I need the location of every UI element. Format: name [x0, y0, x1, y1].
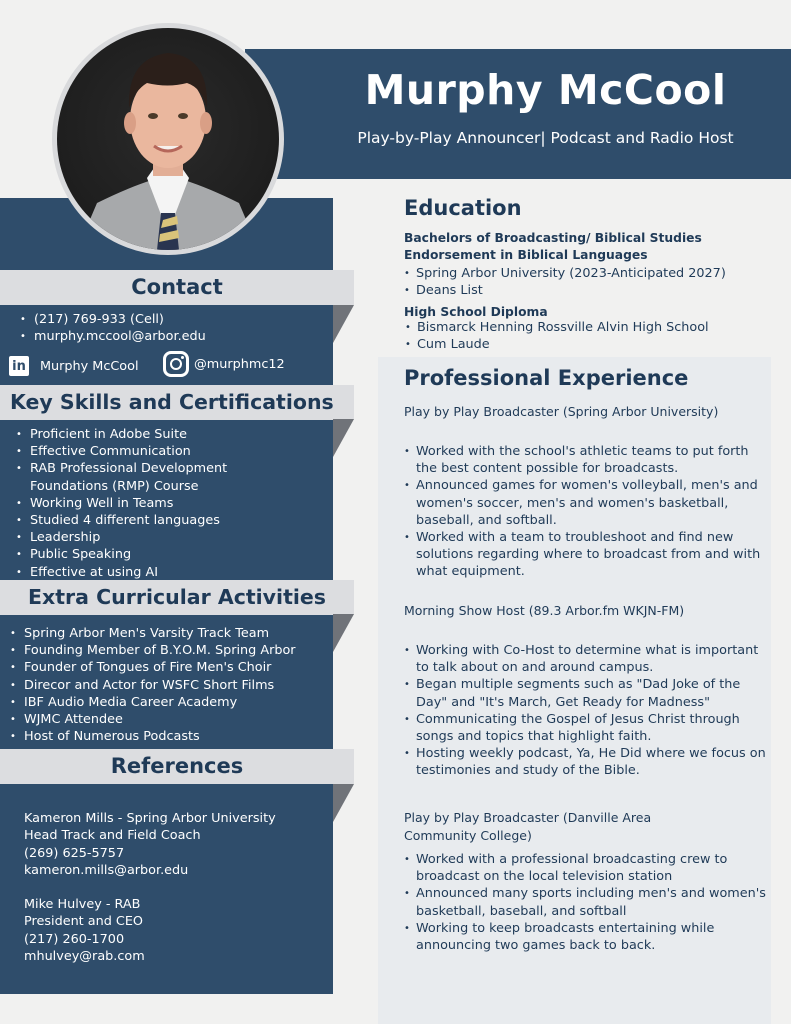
job-bullet: • Working to keep broadcasts entertaining while announcing two games back to back.: [404, 920, 766, 954]
contact-list: [18, 311, 206, 345]
ribbon-fold: [333, 784, 354, 822]
job-bullet: • Worked with the school's athletic teams to put forth the best content possible for broadcasts.: [404, 443, 764, 477]
job-bullets: [404, 642, 766, 780]
contact-heading: Contact: [0, 270, 354, 305]
job-title: Play by Play Broadcaster (Danville Area Community College): [404, 810, 652, 843]
hs-item: • Bismarck Henning Rossville Alvin High School: [405, 319, 709, 336]
ribbon-fold: [333, 305, 354, 343]
linkedin-label: Murphy McCool: [40, 358, 139, 374]
reference-1: [24, 810, 276, 879]
job-bullet: • Hosting weekly podcast, Ya, He Did where we focus on testimonies and study of the Bible.: [404, 745, 766, 779]
reference-title: Head Track and Field Coach: [24, 828, 201, 844]
job-bullet: • Communicating the Gospel of Jesus Christ through songs and topics that highlight faith.: [404, 711, 766, 745]
reference-email[interactable]: kameron.mills@arbor.edu: [24, 862, 189, 878]
linkedin-link[interactable]: [9, 355, 139, 377]
instagram-link[interactable]: [163, 353, 285, 375]
degree-item: • Spring Arbor University (2023-Anticipated 2027): [404, 265, 726, 282]
reference-phone: (217) 260-1700: [24, 931, 125, 947]
headshot-photo: [57, 28, 279, 250]
instagram-label: @murphmc12: [194, 356, 285, 372]
activity-item: • WJMC Attendee: [8, 711, 338, 728]
activities-heading: Extra Curricular Activities: [0, 580, 354, 615]
skill-item: • Leadership: [14, 529, 334, 546]
degree-title: [404, 230, 702, 264]
contact-email[interactable]: • murphy.mccool@arbor.edu: [18, 328, 206, 345]
activity-item: • Founder of Tongues of Fire Men's Choir: [8, 659, 338, 676]
activities-list: [8, 625, 338, 745]
activity-item: • IBF Audio Media Career Academy: [8, 694, 338, 711]
references-heading: References: [0, 749, 354, 784]
activity-item: • Spring Arbor Men's Varsity Track Team: [8, 625, 338, 642]
degree-item: • Deans List: [404, 282, 726, 299]
instagram-icon: [163, 351, 189, 377]
hs-item: • Cum Laude: [405, 336, 709, 353]
job-bullet: • Began multiple segments such as "Dad Joke of the Day" and "It's March, Get Ready for Madness": [404, 676, 766, 710]
hs-title: High School Diploma: [404, 305, 548, 319]
linkedin-icon: in: [9, 356, 29, 376]
person-silhouette-icon: [57, 28, 279, 250]
reference-phone: (269) 625-5757: [24, 845, 125, 861]
skill-item: • RAB Professional Development Foundations (RMP) Course: [14, 460, 259, 494]
job-bullets: [404, 443, 764, 581]
skill-item: • Effective at using AI: [14, 564, 334, 581]
skills-heading: Key Skills and Certifications: [0, 385, 354, 420]
skill-item: • Public Speaking: [14, 546, 334, 563]
job-title: Play by Play Broadcaster (Spring Arbor University): [404, 404, 719, 419]
activity-item: • Direcor and Actor for WSFC Short Films: [8, 677, 338, 694]
degree-line-2: Endorsement in Biblical Languages: [404, 248, 648, 262]
job-bullet: • Announced many sports including men's and women's basketball, baseball, and softball: [404, 885, 766, 919]
reference-name: Mike Hulvey - RAB: [24, 897, 141, 912]
job-bullet: • Announced games for women's volleyball, men's and women's soccer, men's and women's basketball, baseball, and softball.: [404, 477, 764, 529]
skill-item: • Proficient in Adobe Suite: [14, 426, 334, 443]
education-heading: Education: [404, 196, 522, 220]
activity-item: • Founding Member of B.Y.O.M. Spring Arbor: [8, 642, 338, 659]
contact-phone: • (217) 769-933 (Cell): [18, 311, 206, 328]
activity-item: • Host of Numerous Podcasts: [8, 728, 338, 745]
candidate-name: Murphy McCool: [364, 66, 727, 114]
experience-heading: Professional Experience: [404, 366, 689, 390]
skill-item: • Studied 4 different languages: [14, 512, 334, 529]
reference-title: President and CEO: [24, 914, 143, 930]
job-bullet: • Working with Co-Host to determine what is important to talk about on and around campus.: [404, 642, 766, 676]
candidate-tagline: Play-by-Play Announcer| Podcast and Radio Host: [357, 129, 734, 147]
job-title: Morning Show Host (89.3 Arbor.fm WKJN-FM): [404, 603, 685, 618]
skill-item: • Effective Communication: [14, 443, 334, 460]
job-bullet: • Worked with a team to troubleshoot and find new solutions regarding where to broadcast from and with what equipment.: [404, 529, 764, 581]
skills-list: [14, 426, 334, 581]
skill-item: • Working Well in Teams: [14, 495, 334, 512]
ribbon-fold: [333, 419, 354, 457]
job-bullets: [404, 851, 766, 954]
degree-line-1: Bachelors of Broadcasting/ Biblical Studies: [404, 231, 702, 245]
reference-name: Kameron Mills - Spring Arbor University: [24, 811, 276, 826]
degree-details: [404, 265, 726, 299]
reference-2: [24, 896, 145, 965]
job-bullet: • Worked with a professional broadcasting crew to broadcast on the local television station: [404, 851, 766, 885]
hs-details: [405, 319, 709, 353]
reference-email[interactable]: mhulvey@rab.com: [24, 948, 145, 964]
